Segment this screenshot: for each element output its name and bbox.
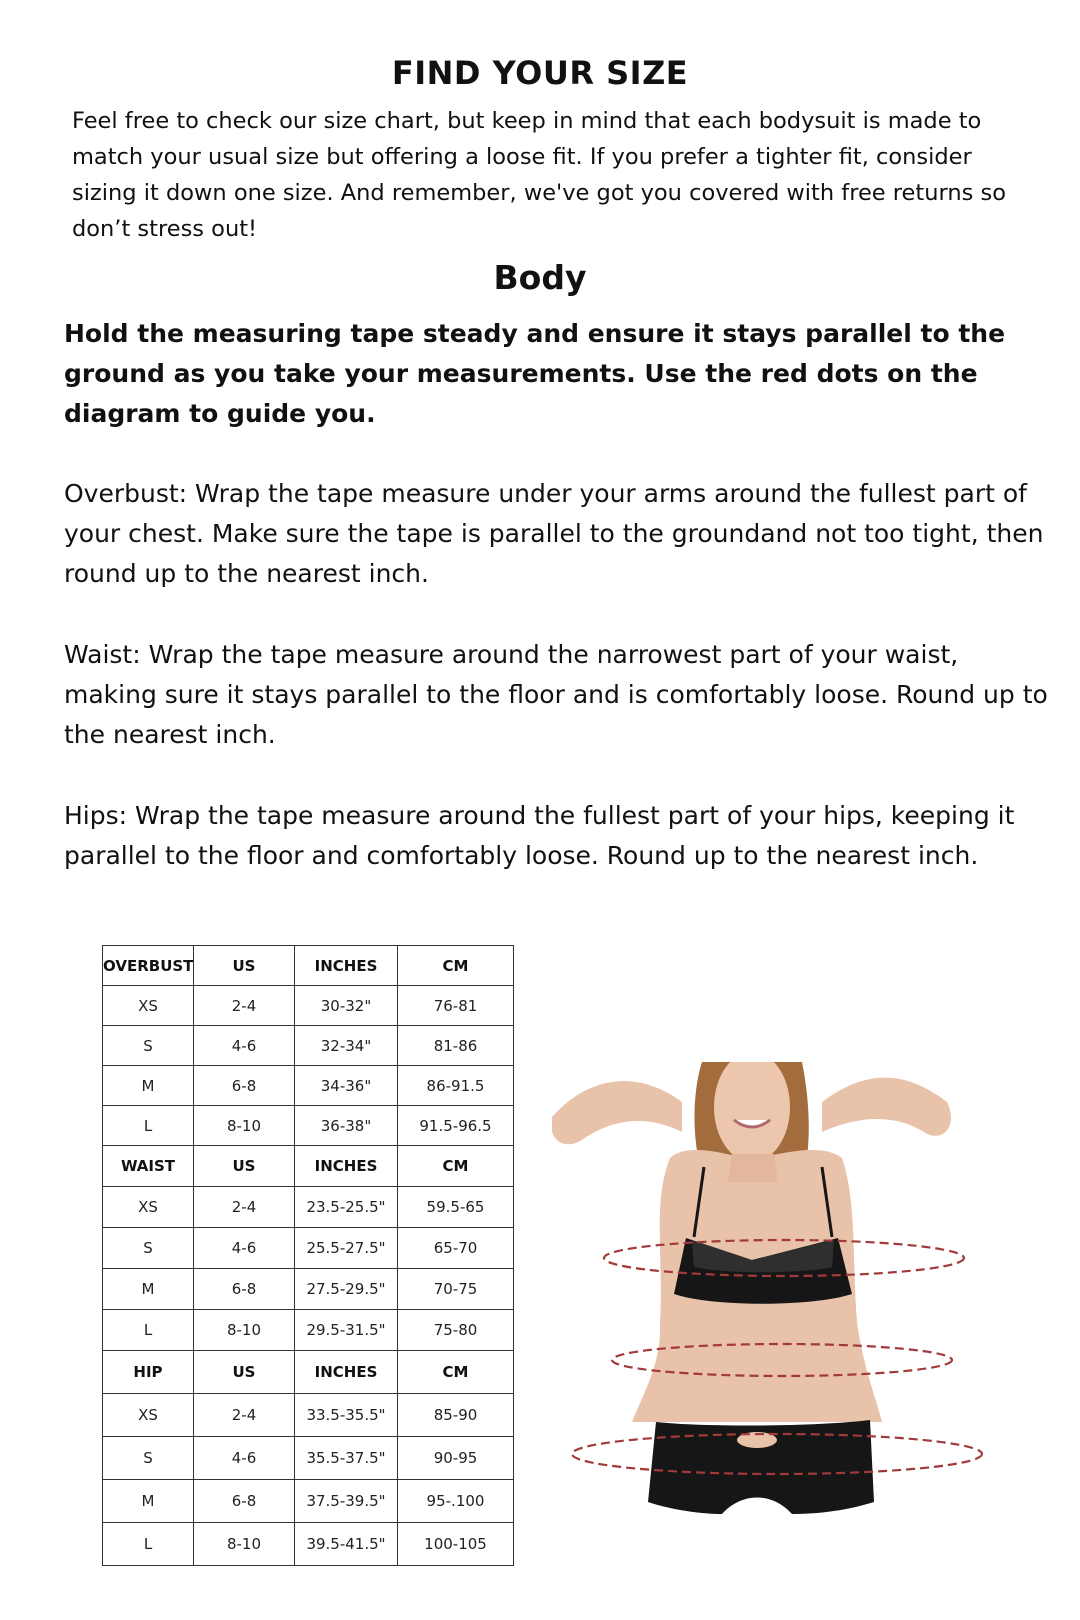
table-row	[103, 1394, 514, 1437]
table-header-row-hip	[103, 1351, 514, 1394]
table-cell: 6-8	[194, 1480, 295, 1523]
table-cell: 25.5-27.5"	[295, 1228, 398, 1269]
table-header-cell: US	[194, 1146, 295, 1187]
table-cell: 81-86	[398, 1026, 514, 1066]
table-cell: 35.5-37.5"	[295, 1437, 398, 1480]
table-row	[103, 1066, 514, 1106]
table-cell: 100-105	[398, 1523, 514, 1566]
table-row	[103, 1523, 514, 1566]
table-cell: 8-10	[194, 1106, 295, 1146]
table-row	[103, 1026, 514, 1066]
table-cell: S	[103, 1026, 194, 1066]
table-cell: L	[103, 1523, 194, 1566]
table-header-cell: INCHES	[295, 1146, 398, 1187]
table-cell: 2-4	[194, 1394, 295, 1437]
table-cell: 4-6	[194, 1437, 295, 1480]
table-cell: 23.5-25.5"	[295, 1187, 398, 1228]
table-cell: L	[103, 1310, 194, 1351]
table-cell: S	[103, 1437, 194, 1480]
hips-description: Hips: Wrap the tape measure around the fullest part of your hips, keeping it parallel to the floor and comfortably loose. Round up to the nearest inch.	[64, 801, 1015, 870]
table-cell: 95-.100	[398, 1480, 514, 1523]
table-row	[103, 1269, 514, 1310]
page-title: FIND YOUR SIZE	[391, 54, 689, 92]
table-cell: 65-70	[398, 1228, 514, 1269]
overbust-description: Overbust: Wrap the tape measure under your arms around the fullest part of your chest. Make sure the tape is parallel to the groundand not too tight, then round up to the nearest inch.	[64, 479, 1044, 588]
table-cell: 76-81	[398, 986, 514, 1026]
table-header-cell: INCHES	[295, 1351, 398, 1394]
table-cell: XS	[103, 986, 194, 1026]
table-cell: 39.5-41.5"	[295, 1523, 398, 1566]
table-cell: 2-4	[194, 986, 295, 1026]
table-row	[103, 1480, 514, 1523]
table-header-cell: CM	[398, 1146, 514, 1187]
table-cell: XS	[103, 1187, 194, 1228]
table-header-cell: WAIST	[103, 1146, 194, 1187]
table-cell: 32-34"	[295, 1026, 398, 1066]
table-cell: 90-95	[398, 1437, 514, 1480]
table-cell: 34-36"	[295, 1066, 398, 1106]
table-cell: 37.5-39.5"	[295, 1480, 398, 1523]
table-cell: 33.5-35.5"	[295, 1394, 398, 1437]
table-cell: 29.5-31.5"	[295, 1310, 398, 1351]
table-header-row-waist	[103, 1146, 514, 1187]
table-row	[103, 1228, 514, 1269]
table-header-cell: OVERBUST	[103, 946, 194, 986]
table-row	[103, 1310, 514, 1351]
waist-description: Waist: Wrap the tape measure around the narrowest part of your waist, making sure it stays parallel to the floor and is comfortably loose. Round up to the nearest inch.	[64, 640, 1048, 749]
table-cell: 36-38"	[295, 1106, 398, 1146]
measuring-instructions: Hold the measuring tape steady and ensure it stays parallel to the ground as you take your measurements. Use the red dots on the diagram to guide you.	[64, 319, 1006, 428]
table-header-cell: US	[194, 946, 295, 986]
table-cell: 70-75	[398, 1269, 514, 1310]
model-figure-illustration	[552, 1062, 951, 1514]
table-cell: L	[103, 1106, 194, 1146]
table-row	[103, 986, 514, 1026]
table-cell: 30-32"	[295, 986, 398, 1026]
table-cell: 85-90	[398, 1394, 514, 1437]
table-cell: 8-10	[194, 1523, 295, 1566]
table-cell: M	[103, 1269, 194, 1310]
model-measurement-diagram	[552, 1062, 984, 1514]
table-cell: 27.5-29.5"	[295, 1269, 398, 1310]
table-cell: 6-8	[194, 1066, 295, 1106]
table-header-cell: HIP	[103, 1351, 194, 1394]
table-cell: 4-6	[194, 1026, 295, 1066]
table-row	[103, 1106, 514, 1146]
table-cell: 2-4	[194, 1187, 295, 1228]
table-header-cell: CM	[398, 1351, 514, 1394]
table-header-cell: CM	[398, 946, 514, 986]
table-cell: 8-10	[194, 1310, 295, 1351]
table-row	[103, 1187, 514, 1228]
intro-text: Feel free to check our size chart, but keep in mind that each bodysuit is made to match your usual size but offering a loose fit. If you prefer a tighter fit, consider sizing it down one size. And remember, we've got you covered with free returns so don’t stress out!	[72, 108, 1006, 242]
table-cell: 75-80	[398, 1310, 514, 1351]
table-cell: 86-91.5	[398, 1066, 514, 1106]
table-header-row-overbust	[103, 946, 514, 986]
table-cell: 4-6	[194, 1228, 295, 1269]
table-cell: S	[103, 1228, 194, 1269]
table-header-cell: US	[194, 1351, 295, 1394]
table-cell: M	[103, 1480, 194, 1523]
table-cell: 59.5-65	[398, 1187, 514, 1228]
table-row	[103, 1437, 514, 1480]
table-cell: 6-8	[194, 1269, 295, 1310]
table-cell: M	[103, 1066, 194, 1106]
size-chart-table	[102, 945, 514, 1566]
table-cell: 91.5-96.5	[398, 1106, 514, 1146]
table-header-cell: INCHES	[295, 946, 398, 986]
section-title-body: Body	[493, 258, 587, 297]
table-cell: XS	[103, 1394, 194, 1437]
